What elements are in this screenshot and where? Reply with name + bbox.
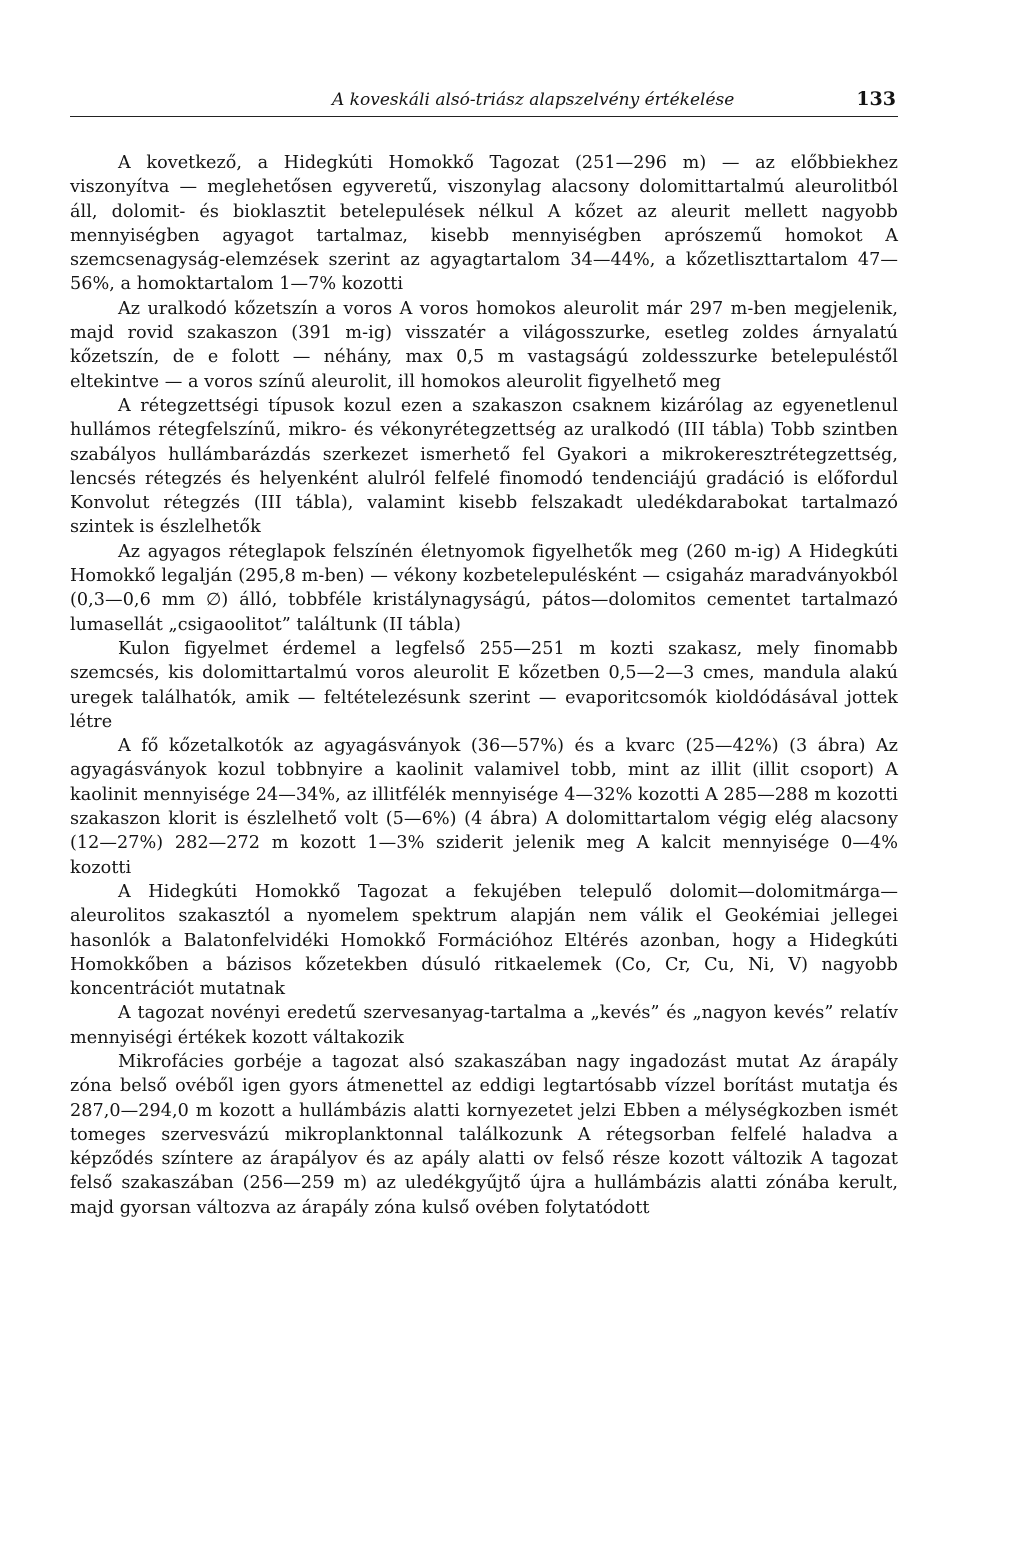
paragraph: Mikrofácies gorbéje a tagozat alsó szakaszában nagy ingadozást mutat Az árapály zóna belső ovéből igen gyors átmenettel az eddigi legtartósabb vízzel borítást mutatja és 287,0—294,0 m kozott a hullámbázis alatti kornyezetet jelzi Ebben a mélységkozben ismét tomeges szervesvázú mikroplanktonnal találkozunk A rétegsorban felfelé haladva a képződés színtere az árapályov és az apály alatti ov felső része kozott változik A tagozat felső szakaszában (256—259 m) az uledékgyűjtő újra a hullámbázis alatti zónába kerult, majd gyorsan változva az árapály zóna kulső ovében folytatódott [70, 1051, 898, 1218]
paragraph: A fő kőzetalkotók az agyagásványok (36—57%) és a kvarc (25—42%) (3 ábra) Az agyagásványok kozul tobbnyire a kaolinit valamivel tobb, mint az illit (illit csoport) A kaolinit mennyisége 24—34%, az illitfélék mennyisége 4—32% kozotti A 285—288 m kozotti szakaszon klorit is észlelhető volt (5—6%) (4 ábra) A dolomittartalom végig elég alacsony (12—27%) 282—272 m kozott 1—3% sziderit jelenik meg A kalcit mennyisége 0—4% kozotti [70, 736, 898, 878]
paragraph: A Hidegkúti Homokkő Tagozat a fekujében telepulő dolomit—dolomitmárga—aleurolitos szakasztól a nyomelem spektrum alapján nem válik el Geokémiai jellegei hasonlók a Balatonfelvidéki Homokkő Formációhoz Eltérés azonban, hogy a Hidegkúti Homokkőben a bázisos kőzetekben dúsuló ritkaelemek (Co, Cr, Cu, Ni, V) nagyobb koncentrációt mutatnak [70, 881, 898, 1000]
page-number: 133 [856, 88, 896, 110]
paragraph: A kovetkező, a Hidegkúti Homokkő Tagozat (251—296 m) — az előbbiekhez viszonyítva — meglehetősen egyveretű, viszonylag alacsony dolomittartalmú aleurolitból áll, dolomit- és bioklasztit betelepulések nélkul A kőzet az aleurit mellett nagyobb mennyiségben agyagot tartalmaz, kisebb mennyiségben aprószemű homokot A szemcsenagyság-elemzések szerint az agyagtartalom 34—44%, a kőzetliszttartalom 47—56%, a homoktartalom 1—7% kozotti [70, 153, 898, 295]
paragraph: A tagozat novényi eredetű szervesanyag-tartalma a „kevés” és „nagyon kevés” relatív mennyiségi értékek kozott váltakozik [70, 1003, 898, 1048]
running-title: A koveskáli alsó-triász alapszelvény értékelése [332, 90, 735, 110]
paragraph: Kulon figyelmet érdemel a legfelső 255—251 m kozti szakasz, mely finomabb szemcsés, kis dolomittartalmú voros aleurolit E kőzetben 0,5—2—3 cmes, mandula alakú uregek találhatók, amik — feltételezésunk szerint — evaporitcsomók kioldódásával jottek létre [70, 638, 898, 732]
running-header [70, 88, 898, 117]
page [70, 88, 898, 1220]
body-text [70, 151, 898, 1220]
paragraph: A rétegzettségi típusok kozul ezen a szakaszon csaknem kizárólag az egyenetlenul hullámos rétegfelszínű, mikro- és vékonyrétegzettség az uralkodó (III tábla) Tobb szintben szabályos hullámbarázdás szerkezet ismerhető fel Gyakori a mikrokeresztrétegzettség, lencsés rétegzés és helyenként alulról felfelé finomodó tendenciájú gradáció is előfordul Konvolut rétegzés (III tábla), valamint kisebb felszakadt uledékdarabokat tartalmazó szintek is észlelhetők [70, 395, 898, 538]
paragraph: Az uralkodó kőzetszín a voros A voros homokos aleurolit már 297 m-ben megjelenik, majd rovid szakaszon (391 m-ig) visszatér a világosszurke, esetleg zoldes árnyalatú kőzetszín, de e folott — néhány, max 0,5 m vastagságú zoldesszurke betelepuléstől eltekintve — a voros színű aleurolit, ill homokos aleurolit figyelhető meg [70, 298, 898, 392]
paragraph: Az agyagos réteglapok felszínén életnyomok figyelhetők meg (260 m-ig) A Hidegkúti Homokkő legalján (295,8 m-ben) — vékony kozbetelepulésként — csigaház maradványokból (0,3—0,6 mm ∅) álló, tobbféle kristálynagyságú, pátos—dolomitos cementet tartalmazó lumasellát „csigaoolitot” találtunk (II tábla) [70, 541, 898, 635]
